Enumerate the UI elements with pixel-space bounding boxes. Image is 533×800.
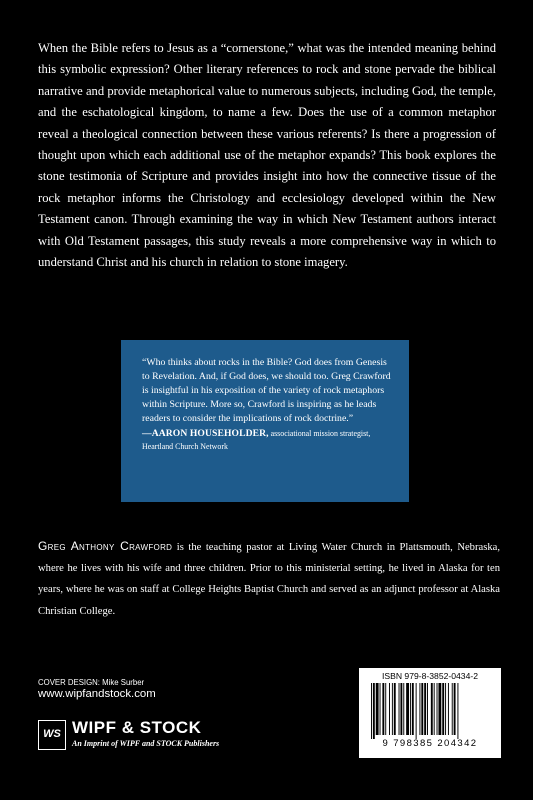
publisher-logo-block	[38, 718, 258, 760]
endorser-title: associational mission strategist, Heartland Church Network	[142, 429, 371, 452]
publisher-website: www.wipfandstock.com	[38, 688, 156, 700]
barcode-bar	[400, 683, 402, 735]
barcode-bar	[403, 683, 404, 735]
barcode-bar	[376, 683, 379, 735]
barcode-bar	[424, 683, 426, 735]
barcode-bar	[427, 683, 428, 735]
author-bio	[38, 536, 500, 622]
barcode-bar	[454, 683, 456, 735]
endorser-name: —AARON HOUSEHOLDER,	[142, 428, 269, 440]
barcode-bar	[445, 683, 446, 735]
barcode-bar	[434, 683, 435, 735]
author-bio-text: is the teaching pastor at Living Water Church in Plattsmouth, Nebraska, where he lives with his wife and three children. Prior to this ministerial setting, he lived in Alaska for ten years, where he was on staff at College Heights Baptist Church and served as an adjunct professor at Alaska Christian College.	[38, 542, 500, 617]
barcode-bar	[448, 683, 449, 735]
endorsement-box	[121, 340, 409, 502]
barcode-bar	[385, 683, 386, 735]
publisher-imprint: An Imprint of WIPF and STOCK Publishers	[72, 739, 220, 748]
endorsement-attribution	[142, 427, 391, 453]
barcode-bar	[371, 683, 372, 739]
barcode-bar	[382, 683, 384, 735]
barcode-bar	[437, 683, 438, 735]
isbn-number: ISBN 979-8-3852-0434-2	[381, 671, 479, 681]
barcode-icon	[365, 683, 495, 739]
author-name: Greg Anthony Crawford	[38, 539, 173, 553]
barcode-bar	[416, 683, 417, 739]
barcode-bar	[410, 683, 411, 735]
barcode-bar	[452, 683, 453, 735]
barcode-bar	[373, 683, 375, 739]
barcode-bar	[380, 683, 381, 735]
barcode-bar	[442, 683, 444, 735]
barcode-bar	[389, 683, 390, 735]
barcode-bar	[392, 683, 393, 735]
barcode-bar	[457, 683, 458, 739]
barcode-bar	[438, 683, 441, 735]
barcode-bar	[394, 683, 396, 735]
cover-design-credit: COVER DESIGN: Mike Surber	[38, 678, 145, 687]
barcode-bar	[419, 683, 420, 735]
barcode-bar	[412, 683, 414, 735]
back-cover-blurb: When the Bible refers to Jesus as a “cornerstone,” what was the intended meaning behind this symbolic expression? Other literary references to rock and stone pervade the biblical narrative and provide metaphorical value to numerous subjects, including God, the temple, and the eschatological kingdom, to name a few. Does the use of a common metaphor reveal a theological connection between these various referents? Is there a progression of thought upon which each additional use of the metaphor expands? This book explores the stone testimonia of Scripture and provides insight into how the connective tissue of the rock metaphor informs the Christology and ecclesiology developed within the New Testament canon. Through examining the way in which New Testament authors interact with Old Testament passages, this study reveals a more comprehensive way in which to understand Christ and his church in relation to stone imagery.	[38, 41, 496, 270]
barcode-bar	[406, 683, 409, 735]
barcode-digits: 9 798385 204342	[382, 738, 478, 749]
endorsement-quote: “Who thinks about rocks in the Bible? God does from Genesis to Revelation. And, if God does, we should too. Greg Crawford is insightful in his exposition of the variety of rock metaphors within Scripture. More so, Crawford is inspiring as he leads readers to consider the implications of rock doctrine.”	[142, 357, 391, 425]
barcode-bar	[421, 683, 423, 735]
publisher-logo-icon: WS	[38, 720, 66, 750]
publisher-name: WIPF & STOCK	[72, 718, 202, 737]
barcode-bar	[431, 683, 433, 735]
isbn-barcode	[359, 668, 501, 758]
barcode-bar	[399, 683, 400, 735]
